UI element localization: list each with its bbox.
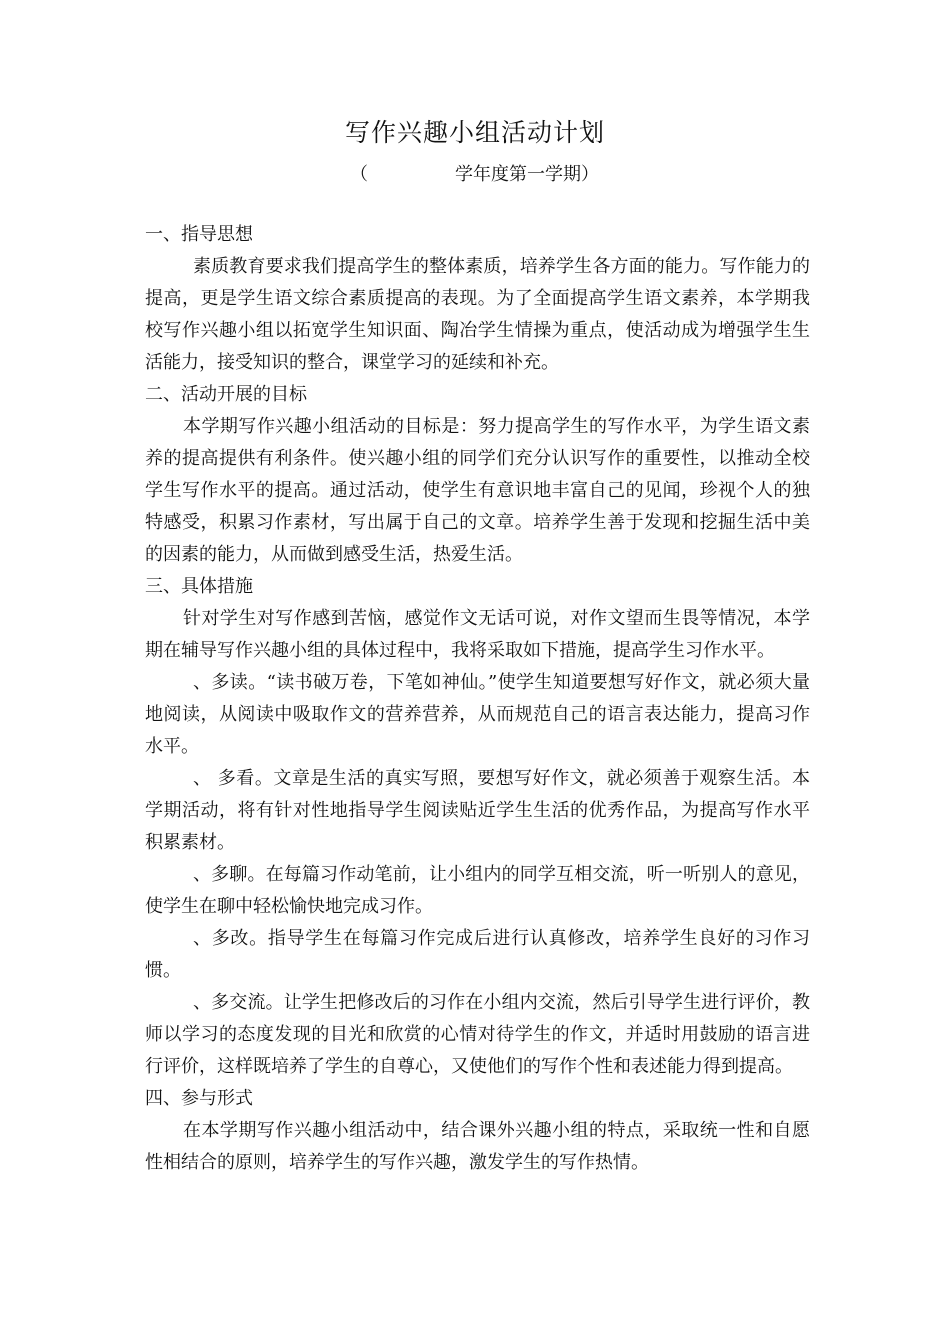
measure-discuss-more: 、多聊。在每篇习作动笔前，让小组内的同学互相交流，听一听别人的意见，使学生在聊中轻松愉快地完成习作。 xyxy=(145,864,810,917)
section-heading-guiding-ideology: 一、指导思想 xyxy=(145,224,253,245)
document-body xyxy=(145,219,810,1179)
measure-read-more: 、多读。“读书破万卷，下笔如神仙。”使学生知道要想写好作文，就必须大量地阅读，从阅读中吸取作文的营养营养，从而规范自己的语言表达能力，提高习作水平。 xyxy=(145,672,810,757)
section-heading-participation: 四、参与形式 xyxy=(145,1088,253,1109)
measure-exchange-more: 、多交流。让学生把修改后的习作在小组内交流，然后引导学生进行评价，教师以学习的态度发现的目光和欣赏的心情对待学生的作文，并适时用鼓励的语言进行评价，这样既培养了学生的自尊心，又使他们的写作个性和表述能力得到提高。 xyxy=(145,992,810,1077)
section-heading-activity-goals: 二、活动开展的目标 xyxy=(145,384,307,405)
section-heading-measures: 三、具体措施 xyxy=(145,576,253,597)
paragraph-activity-goals: 本学期写作兴趣小组活动的目标是：努力提高学生的写作水平，为学生语文素养的提高提供有利条件。使兴趣小组的同学们充分认识写作的重要性，以推动全校学生写作水平的提高。通过活动，使学生有意识地丰富自己的见闻，珍视个人的独特感受，积累习作素材，写出属于自己的文章。培养学生善于发现和挖掘生活中美的因素的能力，从而做到感受生活，热爱生活。 xyxy=(145,416,810,565)
paragraph-participation: 在本学期写作兴趣小组活动中，结合课外兴趣小组的特点，采取统一性和自愿性相结合的原则，培养学生的写作兴趣，激发学生的写作热情。 xyxy=(145,1120,810,1173)
document-title: 写作兴趣小组活动计划 xyxy=(344,118,605,147)
measure-revise-more: 、多改。指导学生在每篇习作完成后进行认真修改，培养学生良好的习作习惯。 xyxy=(145,928,810,981)
subtitle-open-paren: （ xyxy=(350,164,368,185)
document-subtitle xyxy=(0,161,950,189)
paragraph-measures-intro: 针对学生对写作感到苦恼，感觉作文无话可说，对作文望而生畏等情况，本学期在辅导写作兴趣小组的具体过程中，我将采取如下措施，提高学生习作水平。 xyxy=(145,608,810,661)
subtitle-term: 学年度第一学期） xyxy=(455,164,599,185)
paragraph-guiding-ideology: 素质教育要求我们提高学生的整体素质，培养学生各方面的能力。写作能力的提高，更是学生语文综合素质提高的表现。为了全面提高学生语文素养，本学期我校写作兴趣小组以拓宽学生知识面、陶冶学生情操为重点，使活动成为增强学生生活能力，接受知识的整合，课堂学习的延续和补充。 xyxy=(145,256,810,373)
measure-observe-more: 、 多看。文章是生活的真实写照，要想写好作文，就必须善于观察生活。本学期活动，将有针对性地指导学生阅读贴近学生生活的优秀作品，为提高写作水平积累素材。 xyxy=(145,768,810,853)
